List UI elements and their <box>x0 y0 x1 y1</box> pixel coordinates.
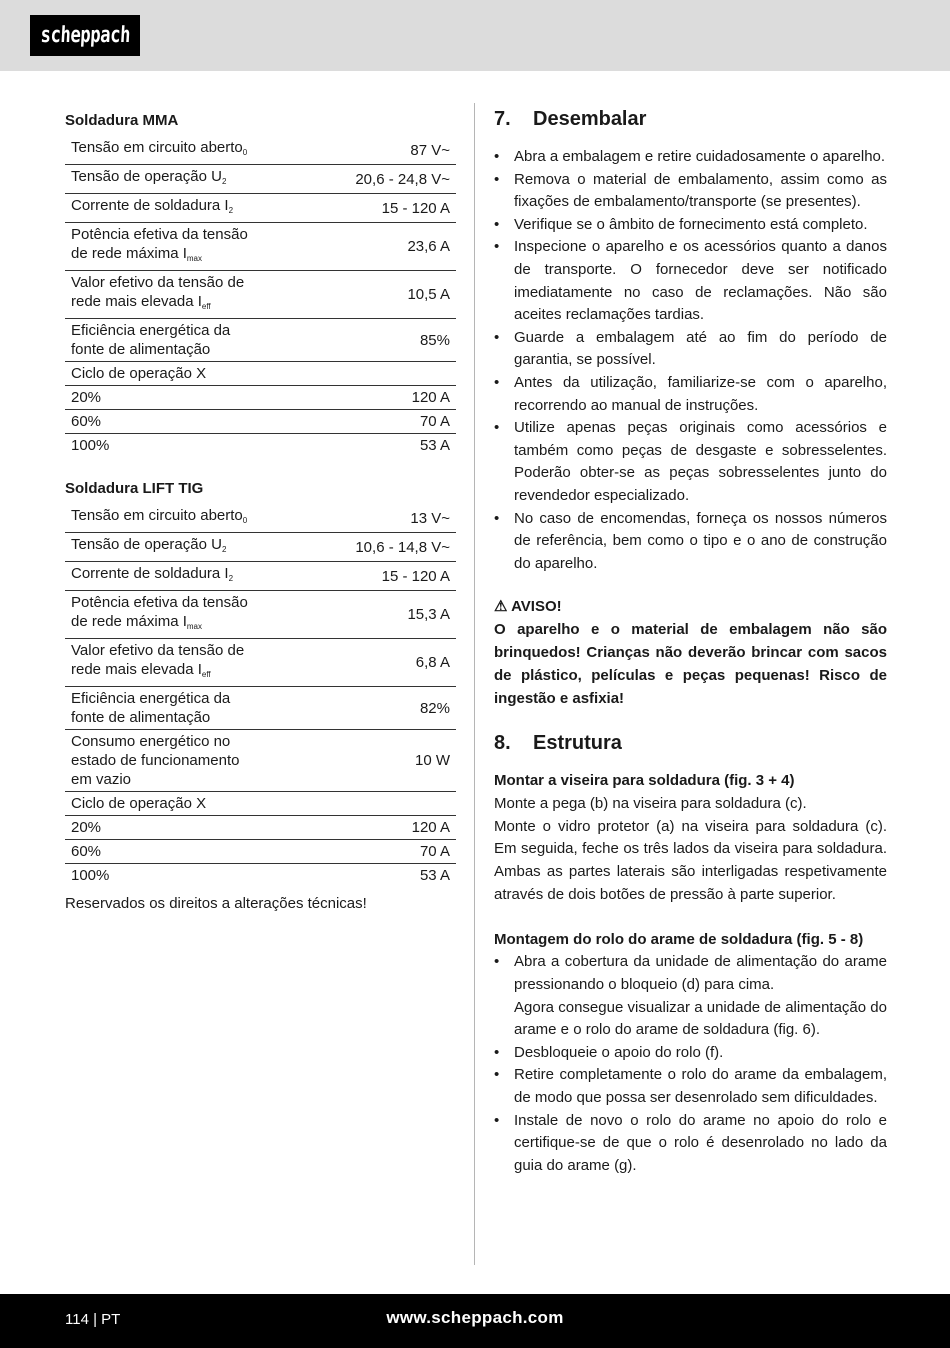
spec-label: Valor efetivo da tensão de rede mais elevada $I_{eff}$ <box>65 271 255 319</box>
footer-bar <box>0 1294 950 1348</box>
table-row <box>65 223 456 271</box>
table-row <box>65 639 456 687</box>
list-item: • Remova o material de embalamento, assim como as fixações de embalamento/transporte (se presentes). <box>494 169 887 214</box>
list-item: • Utilize apenas peças originais como acessórios e também como peças de desgaste e sobresselentes. Poderão obter-se as peças sobresselentes junto do revendedor especializado. <box>494 417 887 507</box>
technical-note: Reservados os direitos a alterações técnicas! <box>65 895 367 912</box>
spec-value: 10 W <box>255 730 456 792</box>
spec-value <box>255 362 456 386</box>
spec-value: 15 - 120 A <box>255 562 456 591</box>
column-divider <box>474 103 475 1265</box>
spec-value: 15,3 A <box>255 591 456 639</box>
spec-value: 15 - 120 A <box>255 194 456 223</box>
list-item: • Antes da utilização, familiarize-se com o aparelho, recorrendo ao manual de instruções. <box>494 372 887 417</box>
spec-value <box>255 792 456 816</box>
table-row <box>65 591 456 639</box>
website-url: www.scheppach.com <box>386 1308 564 1327</box>
warning-icon: ⚠ <box>494 598 508 616</box>
page-number: 114 | PT <box>65 1311 121 1328</box>
spec-label: Tensão em circuito aberto$_0$ <box>65 136 255 165</box>
spec-label: Ciclo de operação X <box>65 362 255 386</box>
spec-value: 70 A <box>255 410 456 434</box>
table-row <box>65 386 456 410</box>
spec-value: 6,8 A <box>255 639 456 687</box>
table-row <box>65 687 456 730</box>
mma-title: Soldadura MMA <box>65 112 179 129</box>
mma-spec-table <box>65 136 456 457</box>
list-item: • Abra a cobertura da unidade de alimentação do arame pressionando o bloqueio (d) para cima. Agora consegue visualizar a unidade de alimentação do arame e o rolo do arame de soldadura (fig. 6). <box>494 951 887 1041</box>
spec-label: Corrente de soldadura $I_2$ <box>65 194 255 223</box>
unpack-list <box>494 146 887 575</box>
spec-label: Corrente de soldadura $I_2$ <box>65 562 255 591</box>
spec-value: 85% <box>255 319 456 362</box>
spec-value: 10,6 - 14,8 V~ <box>255 533 456 562</box>
spec-label: Eficiência energética da fonte de alimentação <box>65 319 255 362</box>
spec-label: Potência efetiva da tensão de rede máxima $I_{max}$ <box>65 591 255 639</box>
table-row <box>65 730 456 792</box>
spec-label: 60% <box>65 840 255 864</box>
table-row <box>65 410 456 434</box>
list-item: • Retire completamente o rolo do arame da embalagem, de modo que possa ser desenrolado sem dificuldades. <box>494 1064 887 1109</box>
spec-value: 10,5 A <box>255 271 456 319</box>
right-column <box>494 104 887 1177</box>
visor-paragraph: Monte o vidro protetor (a) na viseira para soldadura (c). Em seguida, feche os três lados da viseira para soldadura. Ambas as partes laterais são interligadas respetivamente através de dois botões de pressão à parte superior. <box>494 817 887 904</box>
roll-subheading: Montagem do rolo do arame de soldadura (fig. 5 - 8) <box>494 930 864 948</box>
spec-label: 20% <box>65 816 255 840</box>
tig-title: Soldadura LIFT TIG <box>65 480 204 497</box>
spec-label: 20% <box>65 386 255 410</box>
spec-value: 13 V~ <box>255 504 456 533</box>
left-column <box>65 110 456 915</box>
spec-label: Tensão de operação $U_2$ <box>65 533 255 562</box>
warning-text: O aparelho e o material de embalagem não são brinquedos! Crianças não deverão brincar com sacos de plástico, películas e peças pequenas! Risco de ingestão e asfixia! <box>494 621 887 708</box>
spec-label: Ciclo de operação X <box>65 792 255 816</box>
table-row <box>65 136 456 165</box>
header-bar <box>0 0 950 71</box>
scheppach-logo: scheppach <box>30 15 140 56</box>
spec-label: Tensão de operação $U_2$ <box>65 165 255 194</box>
spec-value: 70 A <box>255 840 456 864</box>
roll-list <box>494 951 887 1177</box>
spec-value: 87 V~ <box>255 136 456 165</box>
spec-label: Valor efetivo da tensão de rede mais elevada $I_{eff}$ <box>65 639 255 687</box>
spec-label: Potência efetiva da tensão de rede máxima $I_{max}$ <box>65 223 255 271</box>
spec-label: Consumo energético no estado de funcionamento em vazio <box>65 730 255 792</box>
spec-value: 82% <box>255 687 456 730</box>
table-row <box>65 319 456 362</box>
table-row <box>65 434 456 458</box>
list-item: • Instale de novo o rolo do arame no apoio do rolo e certifique-se de que o rolo é desenrolado no lado da guia do arame (g). <box>494 1110 887 1178</box>
table-row <box>65 271 456 319</box>
tig-spec-table <box>65 504 456 887</box>
spec-label: Eficiência energética da fonte de alimentação <box>65 687 255 730</box>
spec-value: 23,6 A <box>255 223 456 271</box>
table-row <box>65 864 456 888</box>
section-8-heading: 8. Estrutura <box>494 732 622 755</box>
section-7-heading: 7. Desembalar <box>494 108 647 130</box>
spec-value: 120 A <box>255 816 456 840</box>
visor-paragraph: Monte a pega (b) na viseira para soldadura (c). <box>494 794 807 812</box>
list-item: • Inspecione o aparelho e os acessórios quanto a danos de transporte. O fornecedor deve ser notificado imediatamente no caso de reclamações. Não são aceites reclamações tardias. <box>494 236 887 326</box>
list-item: • No caso de encomendas, forneça os nossos números de referência, bem como o tipo e o ano de construção do aparelho. <box>494 508 887 576</box>
table-row <box>65 533 456 562</box>
table-row <box>65 562 456 591</box>
spec-label: 60% <box>65 410 255 434</box>
table-row <box>65 194 456 223</box>
table-row <box>65 816 456 840</box>
spec-label: 100% <box>71 867 110 884</box>
list-item: • Desbloqueie o apoio do rolo (f). <box>494 1042 887 1065</box>
spec-value: 20,6 - 24,8 V~ <box>255 165 456 194</box>
spec-value: 120 A <box>255 386 456 410</box>
table-row <box>65 362 456 386</box>
spec-label: 100% <box>71 437 110 454</box>
table-row <box>65 504 456 533</box>
spec-value: 53 A <box>419 437 450 454</box>
list-item: • Abra a embalagem e retire cuidadosamente o aparelho. <box>494 146 887 169</box>
table-row <box>65 792 456 816</box>
table-row <box>65 840 456 864</box>
list-item: • Guarde a embalagem até ao fim do período de garantia, se possível. <box>494 327 887 372</box>
spec-value: 53 A <box>419 867 450 884</box>
list-item: • Verifique se o âmbito de fornecimento está completo. <box>494 214 887 237</box>
table-row <box>65 165 456 194</box>
visor-subheading: Montar a viseira para soldadura (fig. 3 + 4) <box>494 772 795 790</box>
warning-heading: ⚠ AVISO! <box>494 598 562 616</box>
spec-label: Tensão em circuito aberto$_0$ <box>65 504 255 533</box>
